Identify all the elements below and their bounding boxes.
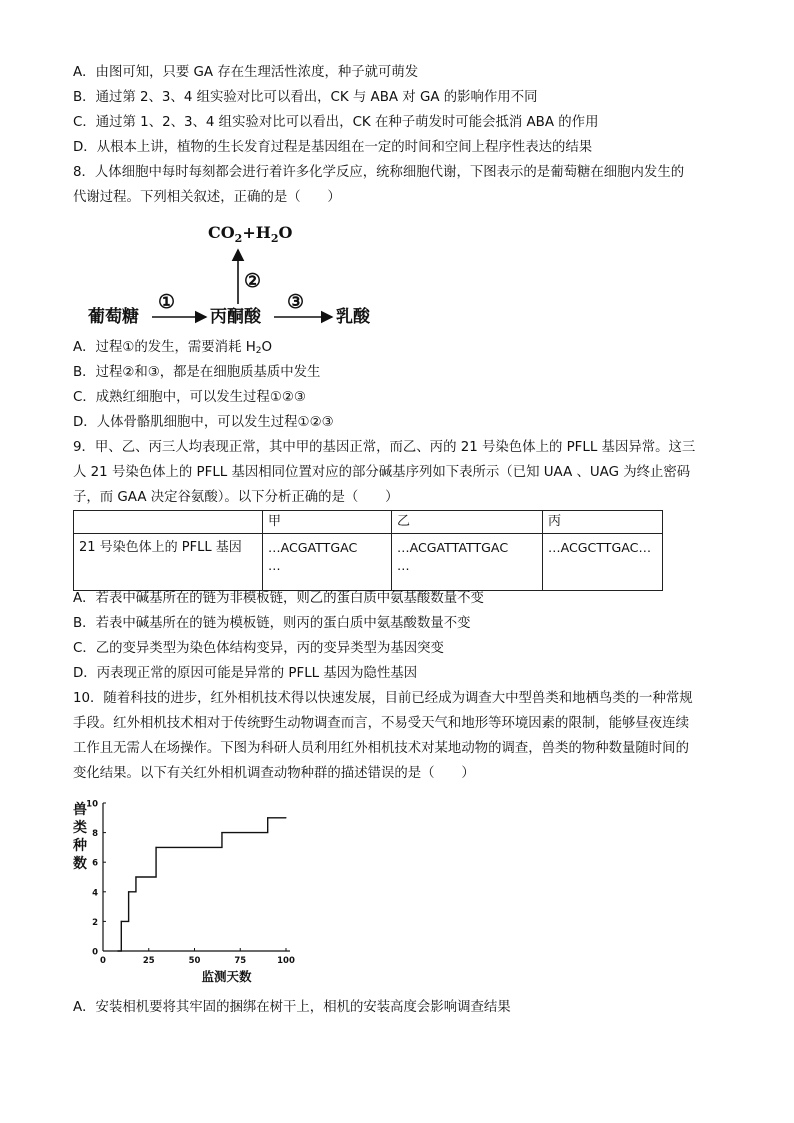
q8-option-d: D．人体骨骼肌细胞中，可以发生过程①②③ — [73, 415, 334, 430]
sequence-yi: …ACGATTATTGAC … — [392, 534, 543, 591]
glucose-label: 葡萄糖 — [88, 307, 139, 327]
q9-option-c: C．乙的变异类型为染色体结构变异，丙的变异类型为基因突变 — [73, 641, 444, 656]
q9-stem-line1: 9．甲、乙、丙三人均表现正常，其中甲的基因正常，而乙、丙的 21 号染色体上的 PFLL 基因异常。这三 — [73, 440, 696, 455]
x-tick-label: 25 — [142, 956, 155, 966]
data-point — [155, 847, 156, 848]
y-axis-label-char: 数 — [73, 856, 87, 872]
lactate-label: 乳酸 — [336, 307, 370, 327]
data-point — [285, 817, 286, 818]
species-series-line — [118, 818, 286, 951]
sequence-bing: …ACGCTTGAC… — [543, 534, 663, 591]
table-header-row — [74, 511, 663, 534]
data-point — [221, 832, 222, 833]
step1-label: ① — [158, 291, 176, 313]
data-point — [267, 817, 268, 818]
q7-option-c: C．通过第 1、2、3、4 组实验对比可以看出，CK 在种子萌发时可能会抵消 ABA 的作用 — [73, 115, 599, 130]
q9-stem-line2: 人 21 号染色体上的 PFLL 基因相同位置对应的部分碱基序列如下表所示（已知 UAA 、UAG 为终止密码 — [73, 465, 691, 480]
pyruvate-label: 丙酮酸 — [210, 307, 261, 327]
data-point — [128, 891, 129, 892]
x-tick-label: 100 — [277, 956, 295, 966]
species-count-chart — [68, 792, 318, 992]
y-tick-label: 8 — [92, 829, 98, 840]
gene-sequence-table — [73, 510, 663, 591]
q10-stem-line4: 变化结果。以下有关红外相机调查动物种群的描述错误的是（ ） — [73, 766, 475, 781]
co2-h2o-label: $CO_2+H_2O$ — [208, 223, 293, 245]
q7-option-d: D．从根本上讲，植物的生长发育过程是基因组在一定的时间和空间上程序性表达的结果 — [73, 140, 593, 155]
data-point — [121, 921, 122, 922]
q10-stem-line3: 工作且无需人在场操作。下图为科研人员利用红外相机技术对某地动物的调查，兽类的物种数量随时间的 — [73, 741, 689, 756]
x-axis-label: 监测天数 — [201, 969, 252, 984]
table-header-cell: 乙 — [392, 511, 543, 534]
y-tick-label: 6 — [92, 858, 98, 869]
q8-option-a: A．过程①的发生，需要消耗 $H_2O$ — [73, 340, 273, 356]
q8-option-c: C．成熟红细胞中，可以发生过程①②③ — [73, 390, 306, 405]
q8-stem-line1: 8．人体细胞中每时每刻都会进行着许多化学反应，统称细胞代谢，下图表示的是葡萄糖在细胞内发生的 — [73, 165, 685, 180]
step2-label: ② — [244, 270, 262, 292]
x-tick-label: 50 — [188, 956, 201, 966]
data-point — [135, 876, 136, 877]
step3-label: ③ — [287, 291, 305, 313]
q9-option-d: D．丙表现正常的原因可能是异常的 PFLL 基因为隐性基因 — [73, 666, 418, 681]
sequence-jia: …ACGATTGAC … — [263, 534, 392, 591]
q9-option-a: A．若表中碱基所在的链为非模板链，则乙的蛋白质中氨基酸数量不变 — [73, 591, 484, 606]
table-header-cell: 甲 — [263, 511, 392, 534]
q8-stem-line2: 代谢过程。下列相关叙述，正确的是（ ） — [73, 190, 341, 205]
q7-option-a: A．由图可知，只要 GA 存在生理活性浓度，种子就可萌发 — [73, 65, 419, 80]
y-tick-label: 2 — [92, 917, 98, 928]
data-point — [117, 950, 118, 951]
q9-stem-line3: 子，而 GAA 决定谷氨酸）。以下分析正确的是（ ） — [73, 490, 399, 505]
y-axis-label-char: 种 — [73, 838, 87, 854]
table-header-cell: 丙 — [543, 511, 663, 534]
y-tick-label: 4 — [92, 888, 98, 899]
metabolism-diagram — [80, 216, 390, 336]
q10-option-a: A．安装相机要将其牢固的捆绑在树干上，相机的安装高度会影响调查结果 — [73, 1000, 511, 1015]
y-axis-label-char: 类 — [73, 820, 87, 836]
q8-option-b: B．过程②和③，都是在细胞质基质中发生 — [73, 365, 321, 380]
q10-stem-line2: 手段。红外相机技术相对于传统野生动物调查而言，不易受天气和地形等环境因素的限制，能够昼夜连续 — [73, 716, 689, 731]
y-tick-label: 10 — [86, 799, 98, 810]
table-row — [74, 534, 663, 591]
row-label: 21 号染色体上的 PFLL 基因 — [74, 534, 263, 591]
y-tick-label: 0 — [92, 947, 98, 958]
q7-option-b: B．通过第 2、3、4 组实验对比可以看出，CK 与 ABA 对 GA 的影响作用不同 — [73, 90, 538, 105]
table-header-cell — [74, 511, 263, 534]
y-axis-label-char: 兽 — [73, 802, 87, 818]
q9-option-b: B．若表中碱基所在的链为模板链，则丙的蛋白质中氨基酸数量不变 — [73, 616, 471, 631]
x-tick-label: 75 — [234, 956, 247, 966]
x-tick-label: 0 — [100, 956, 106, 966]
q10-stem-line1: 10．随着科技的进步，红外相机技术得以快速发展，目前已经成为调查大中型兽类和地栖鸟类的一种常规 — [73, 691, 693, 706]
